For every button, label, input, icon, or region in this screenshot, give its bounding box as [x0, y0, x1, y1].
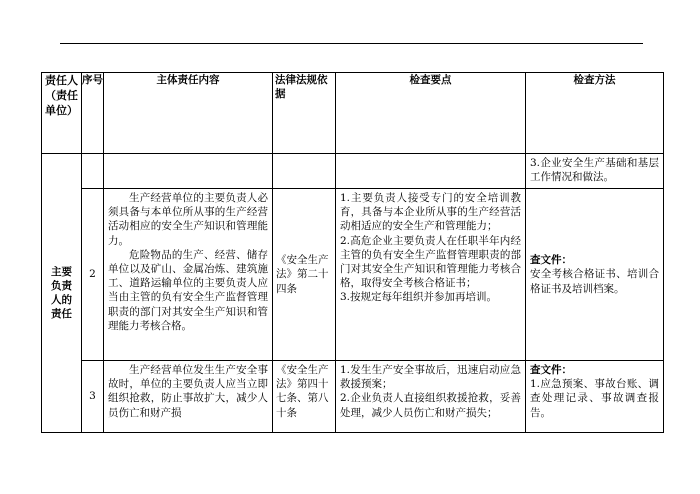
check-cell [336, 361, 526, 433]
table-row [42, 189, 664, 361]
header-num: 序号 [82, 73, 104, 154]
check-item: 2.企业负责人直接组织救援抢救，妥善处理，减少人员伤亡和财产损失； [340, 392, 521, 419]
responsibility-table [41, 72, 664, 433]
table-row [42, 154, 664, 189]
header-role: 责任人（责任单位） [42, 73, 82, 154]
check-item: 1.主要负责人接受专门的安全培训教育，具备与本企业所从事的生产经营活动相适应的安全生产和管理能力； [340, 192, 521, 233]
content-cell [104, 189, 273, 361]
num-cell: 3 [82, 361, 104, 433]
content-cell: 生产经营单位发生生产安全事故时，单位的主要负责人应当立即组织抢救，防止事故扩大，减少人员伤亡和财产损 [104, 361, 273, 433]
table-row [42, 361, 664, 433]
check-item: 2.高危企业主要负责人在任职半年内经主管的负有安全生产监督管理职责的部门对其安全生产知识和管理能力考核合格，取得安全考核合格证书； [340, 234, 521, 290]
header-law: 法律法规依据 [273, 73, 336, 154]
law-cell: 《安全生产法》第二十四条 [273, 189, 336, 361]
content-paragraph: 生产经营单位的主要负责人必须具备与本单位所从事的生产经营活动相应的安全生产知识和管理能力。 [108, 192, 268, 247]
header-method: 检查方法 [526, 73, 664, 154]
table-header-row [42, 73, 664, 154]
check-item: 3.按规定每年组织并参加再培训。 [340, 291, 498, 304]
method-label: 查文件： [530, 254, 572, 267]
num-cell: 2 [82, 189, 104, 361]
check-cell [336, 154, 526, 189]
method-cell [526, 189, 664, 361]
method-text: 1.应急预案、事故台账、调查处理记录、事故调查报告。 [530, 378, 659, 419]
law-cell [273, 154, 336, 189]
method-cell [526, 361, 664, 433]
content-cell [104, 154, 273, 189]
method-text: 安全考核合格证书、培训合格证书及培训档案。 [530, 268, 659, 295]
header-check: 检查要点 [336, 73, 526, 154]
law-cell: 《安全生产法》第四十七条、第八十条 [273, 361, 336, 433]
method-label: 查文件： [530, 364, 572, 376]
role-cell: 主要负责人的责任 [42, 154, 82, 433]
method-cell: 3.企业安全生产基础和基层工作情况和做法。 [526, 154, 664, 189]
header-rule [60, 43, 643, 44]
check-cell [336, 189, 526, 361]
header-content: 主体责任内容 [104, 73, 273, 154]
num-cell [82, 154, 104, 189]
check-item: 1.发生生产安全事故后，迅速启动应急救援预案； [340, 364, 521, 391]
content-paragraph: 危险物品的生产、经营、储存单位以及矿山、金属冶炼、建筑施工、道路运输单位的主要负责人应当由主管的负有安全生产监督管理职责的部门对其安全生产知识和管理能力考核合格。 [108, 248, 268, 332]
